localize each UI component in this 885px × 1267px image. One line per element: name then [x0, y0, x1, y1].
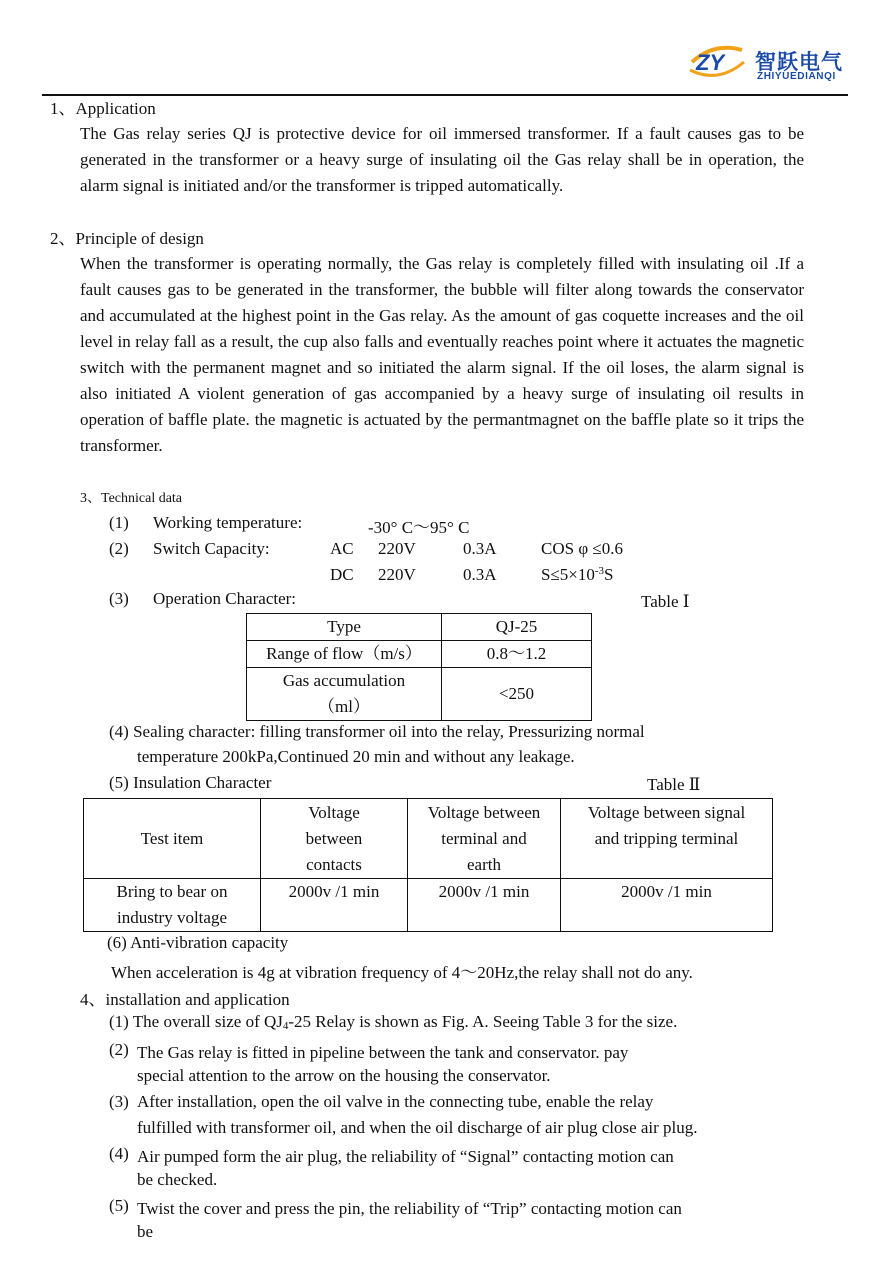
- table-1-header-model: QJ-25: [442, 614, 592, 641]
- table-2-value-signal-trip: 2000v /1 min: [561, 879, 773, 932]
- dc-current: 0.3A: [463, 565, 497, 584]
- table-2-value-contacts: 2000v /1 min: [261, 879, 408, 932]
- install-item-4-line-1: Air pumped form the air plug, the reliability of “Signal” contacting motion can: [137, 1147, 674, 1166]
- dc-voltage: 220V: [378, 565, 416, 584]
- tech-item-1-value: -30° C～95° C: [368, 518, 470, 537]
- ac-voltage: 220V: [378, 539, 416, 558]
- insulation-character-table: [83, 798, 773, 932]
- ac-current: 0.3A: [463, 539, 497, 558]
- section-4-title: 4、installation and application: [80, 990, 290, 1009]
- table-1-header-type: Type: [247, 614, 442, 641]
- table-2-header-terminal-earth: Voltage between terminal and earth: [408, 799, 561, 879]
- install-item-4-line-2: be checked.: [137, 1170, 218, 1189]
- table-2-value-terminal-earth: 2000v /1 min: [408, 879, 561, 932]
- table-2-label: Table Ⅱ: [647, 775, 701, 794]
- table-2-row-label: Bring to bear on industry voltage: [84, 879, 261, 932]
- install-item-5-num: (5): [109, 1196, 129, 1215]
- table-1-gas-value: <250: [442, 668, 592, 721]
- dc-label: DC: [330, 565, 354, 584]
- section-2-body: When the transformer is operating normally, the Gas relay is completely filled with insulating oil .If a fault causes gas to be generated in the transformer, the bubble will filter along towards the conservator and accumulated at the highest point in the Gas relay. As the amount of gas coquette increases and the oil level in relay fall as a result, the cup also falls and eventually reaches point where it actuates the magnetic switch with the permanent magnet and so initiated the alarm signal. If the oil loses, the alarm signal is also initiated A violent generation of gas accompanied by a heavy surge of insulating oil results in operation of baffle plate. the magnetic is actuated by the permantmagnet on the baffle plate so it trips the transformer.: [80, 254, 804, 455]
- tech-item-1-label: Working temperature:: [153, 513, 303, 532]
- table-1-flow-value: 0.8～1.2: [442, 641, 592, 668]
- company-logo-icon: [684, 40, 750, 80]
- tech-item-6-body: When acceleration is 4g at vibration frequency of 4～20Hz,the relay shall not do any.: [111, 963, 693, 982]
- install-item-2-line-1: The Gas relay is fitted in pipeline between the tank and conservator. pay: [137, 1043, 629, 1062]
- table-1-flow-label: Range of flow（m/s）: [247, 641, 442, 668]
- tech-item-2-label: Switch Capacity:: [153, 539, 270, 558]
- section-2-title: 2、Principle of design: [50, 229, 204, 248]
- tech-item-6-label: (6) Anti-vibration capacity: [107, 933, 289, 952]
- operation-character-table: [246, 613, 592, 721]
- header-divider: [42, 94, 848, 96]
- install-item-1: (1) The overall size of $QJ_4-25$ Relay is shown as Fig. A. Seeing Table 3 for the size.: [109, 1012, 678, 1032]
- table-2-header-test-item: Test item: [84, 799, 261, 879]
- tech-item-4-line-2: temperature 200kPa,Continued 20 min and without any leakage.: [137, 747, 575, 766]
- logo-chinese-name: 智跃电气: [755, 50, 843, 74]
- tech-item-5-label: (5) Insulation Character: [109, 773, 272, 792]
- tech-item-2-num: (2): [109, 539, 129, 558]
- ac-cos: COS φ ≤0.6: [541, 539, 623, 558]
- section-1-title: 1、Application: [50, 99, 156, 118]
- install-item-2-num: (2): [109, 1040, 129, 1059]
- install-item-3-line-1: After installation, open the oil valve in the connecting tube, enable the relay: [137, 1092, 654, 1111]
- section-1-body: The Gas relay series QJ is protective device for oil immersed transformer. If a fault causes gas to be generated in the transformer or a heavy surge of insulating oil the Gas relay shall be in operation, the alarm signal is initiated and/or the transformer is tripped automatically.: [80, 124, 804, 195]
- install-item-3-line-2: fulfilled with transformer oil, and when the oil discharge of air plug close air plug.: [137, 1118, 698, 1137]
- install-item-5-line-2: be: [137, 1222, 154, 1241]
- tech-item-3-num: (3): [109, 589, 129, 608]
- install-item-3-num: (3): [109, 1092, 129, 1111]
- section-3-title: 3、Technical data: [80, 491, 183, 506]
- tech-item-1-num: (1): [109, 513, 129, 532]
- install-item-5-line-1: Twist the cover and press the pin, the reliability of “Trip” contacting motion can: [137, 1199, 682, 1218]
- install-item-4-num: (4): [109, 1144, 129, 1163]
- table-1-gas-label: Gas accumulation （ml）: [247, 668, 442, 721]
- tech-item-3-label: Operation Character:: [153, 589, 297, 608]
- logo-english-name: ZHIYUEDIANQI: [757, 71, 836, 82]
- dc-time-constant: $S\le 5\times 10^{-3}S$: [541, 565, 614, 584]
- logo-mark-text: ZY: [696, 50, 725, 75]
- tech-item-4-line-1: (4) Sealing character: filling transformer oil into the relay, Pressurizing normal: [109, 722, 645, 741]
- table-2-header-contacts: Voltage between contacts: [261, 799, 408, 879]
- ac-label: AC: [330, 539, 354, 558]
- install-item-2-line-2: special attention to the arrow on the housing the conservator.: [137, 1066, 551, 1085]
- table-2-header-signal-trip: Voltage between signal and tripping terminal: [561, 799, 773, 879]
- table-1-label: Table Ⅰ: [641, 592, 690, 611]
